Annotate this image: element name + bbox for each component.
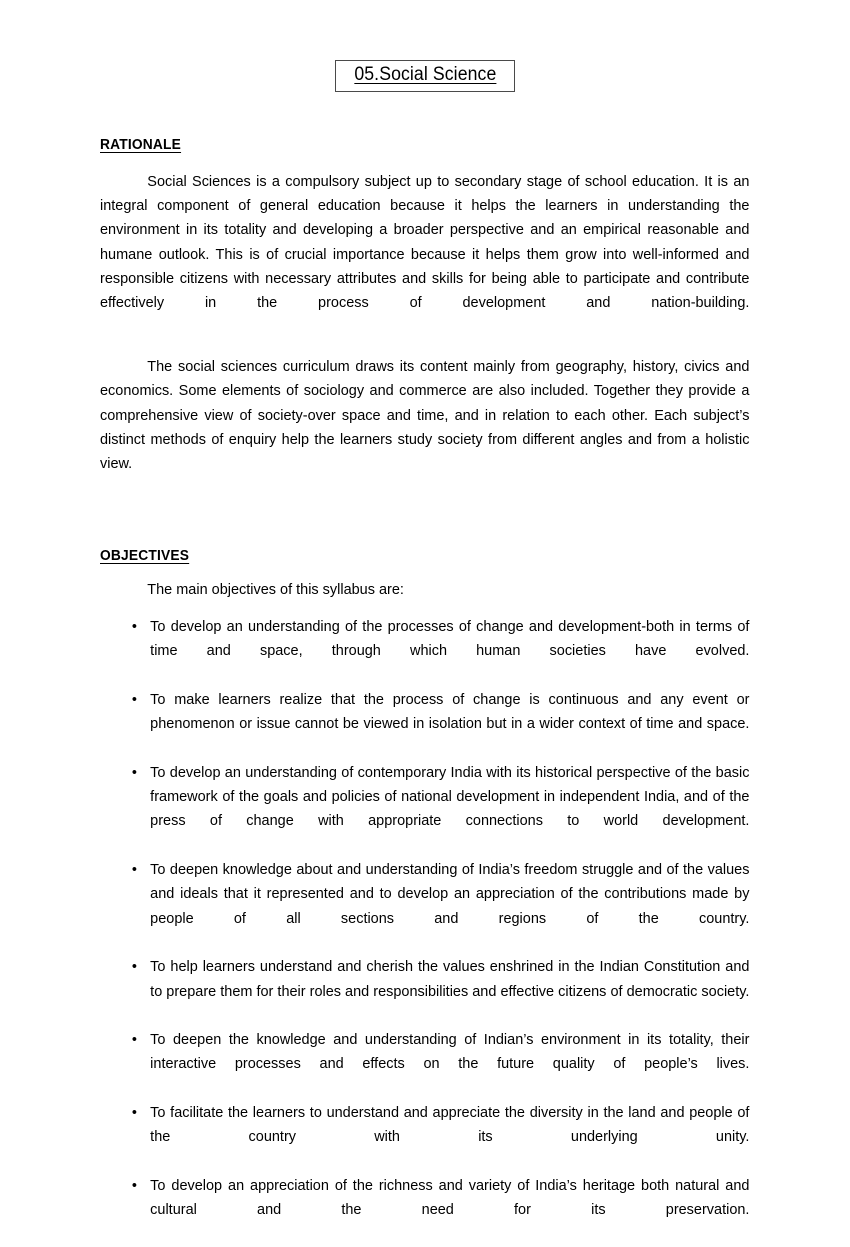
objective-list-item [100, 1174, 749, 1247]
bullet-dot-icon: • [131, 763, 137, 781]
objective-item-text: To develop an understanding of contemporary India with its historical perspective of the basic framework of the goals and policies of national development in independent India, and of the press of change with appropriate connections to world development. [150, 763, 750, 830]
section-heading-objectives: OBJECTIVES [100, 547, 190, 564]
objective-list-item [100, 615, 749, 688]
bullet-dot-icon: • [131, 1031, 137, 1049]
objective-item-text: To develop an understanding of the processes of change and development-both in terms of time and space, through which human societies have evolved. [150, 618, 750, 660]
rationale-paragraph-1: Social Sciences is a compulsory subject up to secondary stage of school education. It is an integral component of general education because it helps the learners in understanding the environment in its totality and developing a broader perspective and an empirical reasonable and humane outlook. This is of crucial importance because it helps them grow into well-informed and responsible citizens with necessary attributes and skills for being able to participate and contribute effectively in the process of development and nation-building. [100, 172, 750, 312]
objective-item-text: To facilitate the learners to understand and appreciate the diversity in the land and people of the country with its underlying unity. [150, 1103, 750, 1146]
objective-item-text: To develop an appreciation of the richness and variety of India’s heritage both natural and cultural and the need for its preservation. [150, 1176, 750, 1219]
objective-list-item [100, 1028, 749, 1101]
objectives-lead-text: The main objectives of this syllabus are: [147, 580, 404, 598]
objective-list-item [100, 688, 749, 761]
objective-item-text: To make learners realize that the process of change is continuous and any event or phenomenon or issue cannot be viewed in isolation but in a wider context of time and space. [150, 690, 750, 733]
objective-list-item [100, 1101, 749, 1174]
objective-list-item [100, 761, 749, 858]
bullet-dot-icon: • [131, 618, 137, 636]
objective-list-item [100, 858, 749, 955]
objective-list-item [100, 955, 749, 1028]
objectives-section-header [100, 526, 750, 565]
rationale-section-header [100, 115, 750, 154]
objective-item-text: To help learners understand and cherish the values enshrined in the Indian Constitution and to prepare them for their roles and responsibilities and effective citizens of democratic society. [150, 958, 750, 1000]
objectives-list [100, 615, 749, 1247]
document-title-box [335, 60, 516, 92]
document-content [100, 0, 750, 1247]
bullet-dot-icon: • [131, 690, 137, 708]
page-title: 05.Social Science [353, 64, 497, 85]
objective-item-text: To deepen knowledge about and understanding of India’s freedom struggle and of the values and ideals that it represented and to develop an appreciation of the contributions made by people of all sections and regions of the country. [150, 861, 750, 927]
rationale-paragraph-2: The social sciences curriculum draws its content mainly from geography, history, civics and economics. Some elements of sociology and commerce are also included. Together they provide a comprehensive view of society-over space and time, and in relation to each other. Each subject’s distinct methods of enquiry help the learners study society from different angles and from a holistic view. [100, 357, 750, 473]
bullet-dot-icon: • [131, 861, 137, 879]
objective-item-text: To deepen the knowledge and understanding of Indian’s environment in its totality, their interactive processes and effects on the future quality of people’s lives. [150, 1031, 750, 1073]
bullet-dot-icon: • [131, 958, 137, 976]
section-heading-rationale: RATIONALE [100, 136, 182, 153]
bullet-dot-icon: • [131, 1176, 137, 1194]
bullet-dot-icon: • [131, 1103, 137, 1121]
document-title-container [100, 60, 750, 92]
